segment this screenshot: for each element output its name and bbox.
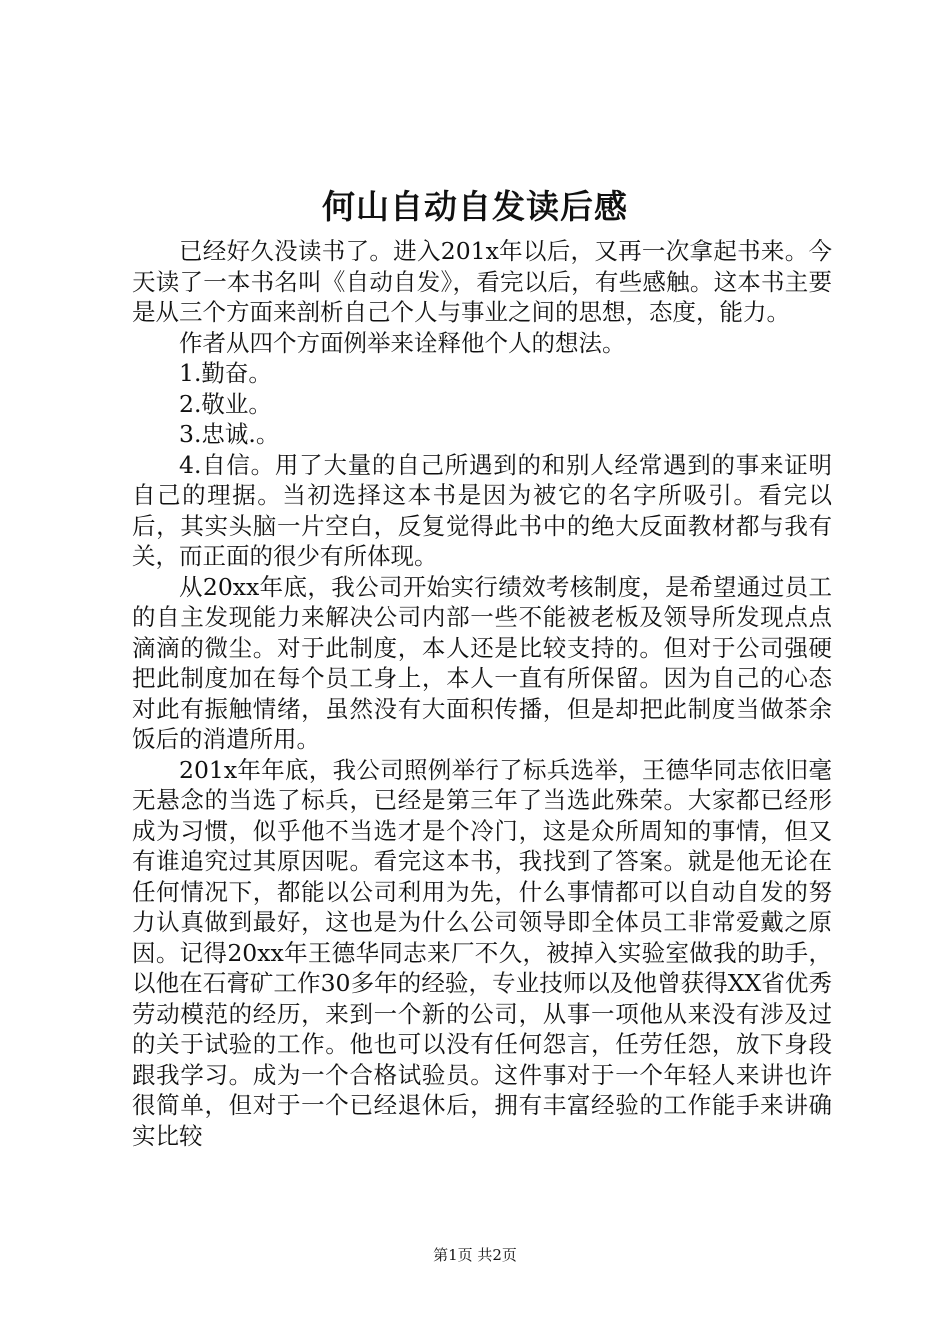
document-body: [132, 236, 832, 1151]
paragraph: 从20xx年底，我公司开始实行绩效考核制度，是希望通过员工的自主发现能力来解决公司内部一些不能被老板及领导所发现点点滴滴的微尘。对于此制度，本人还是比较支持的。但对于公司强硬把此制度加在每个员工身上，本人一直有所保留。因为自己的心态对此有振触情绪，虽然没有大面积传播，但是却把此制度当做茶余饭后的消遣所用。: [132, 572, 832, 753]
list-item: 2.敬业。: [179, 389, 272, 418]
list-item: 1.勤奋。: [179, 359, 272, 387]
page-footer: 第1页 共2页: [433, 1246, 517, 1264]
paragraph: 201x年年底，我公司照例举行了标兵选举，王德华同志依旧毫无悬念的当选了标兵，已经是第三年了当选此殊荣。大家都已经形成为习惯，似乎他不当选才是个冷门，这是众所周知的事情，但又有谁追究过其原因呢。看完这本书，我找到了答案。就是他无论在任何情况下，都能以公司利用为先，什么事情都可以自动自发的努力认真做到最好，这也是为什么公司领导即全体员工非常爱戴之原因。记得20xx年王德华同志来厂不久，被掉入实验室做我的助手，以他在石膏矿工作30多年的经验，专业技师以及他曾获得XX省优秀劳动模范的经历，来到一个新的公司，从事一项他从来没有涉及过的关于试验的工作。他也可以没有任何怨言，任劳任怨，放下身段跟我学习。成为一个合格试验员。这件事对于一个年轻人来讲也许很简单，但对于一个已经退休后，拥有丰富经验的工作能手来讲确实比较: [132, 755, 832, 1150]
document-title: 何山自动自发读后感: [322, 187, 628, 226]
paragraph: 已经好久没读书了。进入201x年以后，又再一次拿起书来。今天读了一本书名叫《自动自发》，看完以后，有些感触。这本书主要是从三个方面来剖析自己个人与事业之间的思想，态度，能力。: [132, 237, 832, 326]
list-item: 3.忠诚.。: [179, 420, 280, 448]
paragraph: 作者从四个方面例举来诠释他个人的想法。: [179, 328, 626, 357]
paragraph: 4.自信。用了大量的自己所遇到的和别人经常遇到的事来证明自己的理据。当初选择这本书是因为被它的名字所吸引。看完以后，其实头脑一片空白，反复觉得此书中的绝大反面教材都与我有关，而正面的很少有所体现。: [132, 450, 832, 570]
